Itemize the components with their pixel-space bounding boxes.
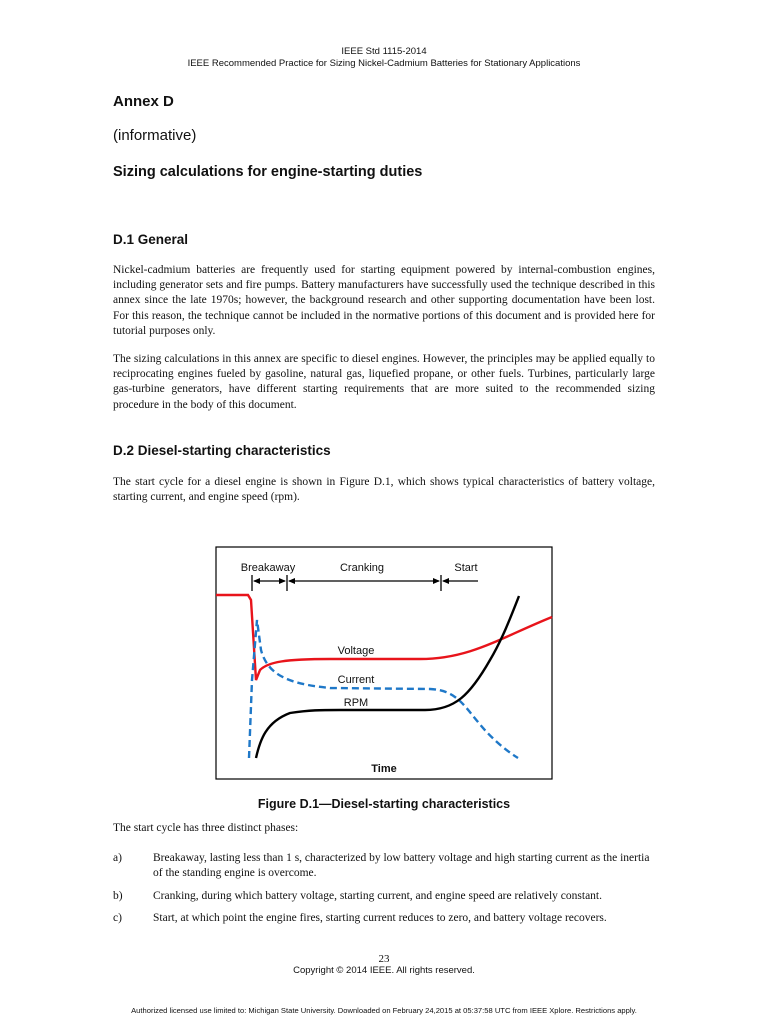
rpm-series-line (256, 596, 519, 758)
list-text: Cranking, during which battery voltage, starting current, and engine speed are relatively constant. (153, 890, 602, 902)
section-d1-paragraph-2: The sizing calculations in this annex are specific to diesel engines. However, the principles may be applied equally to reciprocating engines fueled by gasoline, natural gas, liquefied propane, or other fuels. Turbines, particularly large gas-turbine generators, have different starting requirements that are more suited to the recommended sizing procedure in the body of this document. (113, 353, 655, 411)
phase-label-breakaway: Breakaway (240, 562, 296, 574)
section-d1-heading: D.1 General (113, 232, 189, 247)
rpm-curve-label: RPM (343, 697, 369, 709)
section-d1-paragraph-1: Nickel-cadmium batteries are frequently used for starting equipment powered by internal-combustion engines, including generator sets and fire pumps. Battery manufacturers have successfully used the technique described in this annex since the late 1970s; however, the background research and other supporting documentation have been lost. For this reason, the technique cannot be included in the normative portions of this document and is provided here for tutorial purposes only. (113, 264, 655, 337)
phase-markers (252, 575, 478, 591)
phase-label-start: Start (454, 562, 478, 574)
list-text: Start, at which point the engine fires, starting current reduces to zero, and battery voltage recovers. (153, 912, 607, 924)
list-item (113, 851, 655, 882)
voltage-curve-label: Voltage (337, 645, 375, 657)
page-number: 23 (378, 953, 390, 965)
standard-number: IEEE Std 1115-2014 (341, 46, 427, 57)
section-d2-paragraph-1: The start cycle for a diesel engine is shown in Figure D.1, which shows typical characteristics of battery voltage, starting current, and engine speed (rpm). (113, 476, 655, 504)
copyright-notice: Copyright © 2014 IEEE. All rights reserved. (293, 965, 475, 976)
list-marker: b) (113, 890, 123, 902)
list-item (113, 889, 655, 905)
list-text: Breakaway, lasting less than 1 s, characterized by low battery voltage and high starting current as the inertia of the standing engine is overcome. (153, 852, 650, 880)
annex-type: (informative) (113, 127, 197, 144)
list-marker: c) (113, 912, 122, 924)
phases-intro: The start cycle has three distinct phases: (113, 822, 299, 834)
annex-title: Sizing calculations for engine-starting duties (113, 164, 423, 180)
document-title: IEEE Recommended Practice for Sizing Nickel-Cadmium Batteries for Stationary Applications (187, 58, 581, 69)
current-series-line (249, 620, 518, 758)
annex-label: Annex D (113, 93, 174, 110)
section-d2-heading: D.2 Diesel-starting characteristics (113, 443, 331, 458)
license-notice: Authorized licensed use limited to: Michigan State University. Downloaded on February 24,2015 at 05:37:58 UTC from IEEE Xplore. Restrictions apply. (131, 1006, 637, 1015)
current-curve-label: Current (337, 674, 375, 686)
figure-caption: Figure D.1—Diesel-starting characteristics (257, 797, 511, 811)
x-axis-label: Time (371, 763, 397, 775)
list-marker: a) (113, 852, 122, 864)
phase-label-cranking: Cranking (339, 562, 385, 574)
list-item (113, 911, 655, 927)
